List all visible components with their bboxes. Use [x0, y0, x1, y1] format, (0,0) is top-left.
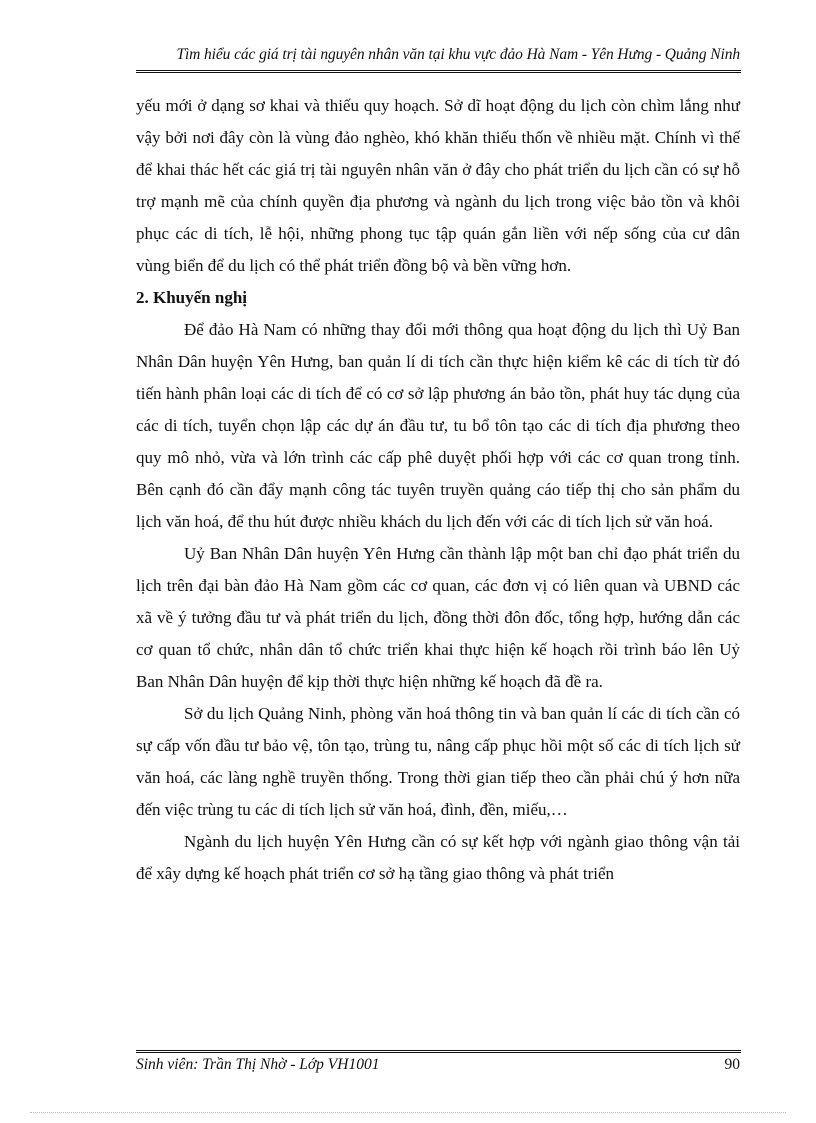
- paragraph-4: Sở du lịch Quảng Ninh, phòng văn hoá thông tin và ban quản lí các di tích cần có sự cấp vốn đầu tư bảo vệ, tôn tạo, trùng tu, nâng cấp phục hồi một số các di tích lịch sử văn hoá, các làng nghề truyền thống. Trong thời gian tiếp theo cần phải chú ý hơn nữa đến việc trùng tu các di tích lịch sử văn hoá, đình, đền, miếu,…: [136, 704, 740, 819]
- paragraph-2: Để đảo Hà Nam có những thay đổi mới thông qua hoạt động du lịch thì Uỷ Ban Nhân Dân huyện Yên Hưng, ban quản lí di tích cần thực hiện kiểm kê các di tích từ đó tiến hành phân loại các di tích để có cơ sở lập phương án bảo tồn, phát huy tác dụng của các di tích, tuyển chọn lập các dự án đầu tư, tu bổ tôn tạo các di tích địa phương theo quy mô nhỏ, vừa và lớn trình các cấp phê duyệt phối hợp với các cơ quan trong tỉnh. Bên cạnh đó cần đẩy mạnh công tác tuyên truyền quảng cáo tiếp thị cho sản phẩm du lịch văn hoá, để thu hút được nhiều khách du lịch đến với các di tích lịch sử văn hoá.: [136, 320, 740, 531]
- page-number: 90: [724, 1056, 740, 1073]
- paragraph-1: yếu mới ở dạng sơ khai và thiếu quy hoạch. Sở dĩ hoạt động du lịch còn chìm lắng như vậy bởi nơi đây còn là vùng đảo nghèo, khó khăn thiếu thốn về nhiều mặt. Chính vì thế để khai thác hết các giá trị tài nguyên nhân văn ở đây cho phát triển du lịch cần có sự hỗ trợ mạnh mẽ của chính quyền địa phương và ngành du lịch trong việc bảo tồn và khôi phục các di tích, lễ hội, những phong tục tập quán gắn liền với nếp sống của cư dân vùng biển để du lịch có thể phát triển đồng bộ và bền vững hơn.: [136, 96, 740, 275]
- section-heading: 2. Khuyến nghị: [136, 288, 248, 307]
- footer-author: Sinh viên: Trần Thị Nhờ - Lớp VH1001: [136, 1056, 380, 1073]
- running-header: Tìm hiểu các giá trị tài nguyên nhân văn tại khu vực đảo Hà Nam - Yên Hưng - Quảng Ninh: [176, 46, 740, 63]
- header-divider: [136, 70, 741, 73]
- paragraph-3: Uỷ Ban Nhân Dân huyện Yên Hưng cần thành lập một ban chỉ đạo phát triển du lịch trên đại bàn đảo Hà Nam gồm các cơ quan, các đơn vị có liên quan và UBND các xã về ý tưởng đầu tư và phát triển du lịch, đồng thời đôn đốc, tổng hợp, hướng dẫn các cơ quan tổ chức, nhân dân tổ chức triển khai thực hiện kế hoạch rồi trình báo lên Uỷ Ban Nhân Dân huyện để kịp thời thực hiện những kế hoạch đã đề ra.: [136, 544, 740, 691]
- body-text: [136, 90, 740, 890]
- page-edge-divider: [30, 1112, 786, 1113]
- footer-divider: [136, 1050, 741, 1053]
- paragraph-5: Ngành du lịch huyện Yên Hưng cần có sự kết hợp với ngành giao thông vận tải để xây dựng kế hoạch phát triển cơ sở hạ tầng giao thông và phát triển: [136, 832, 740, 883]
